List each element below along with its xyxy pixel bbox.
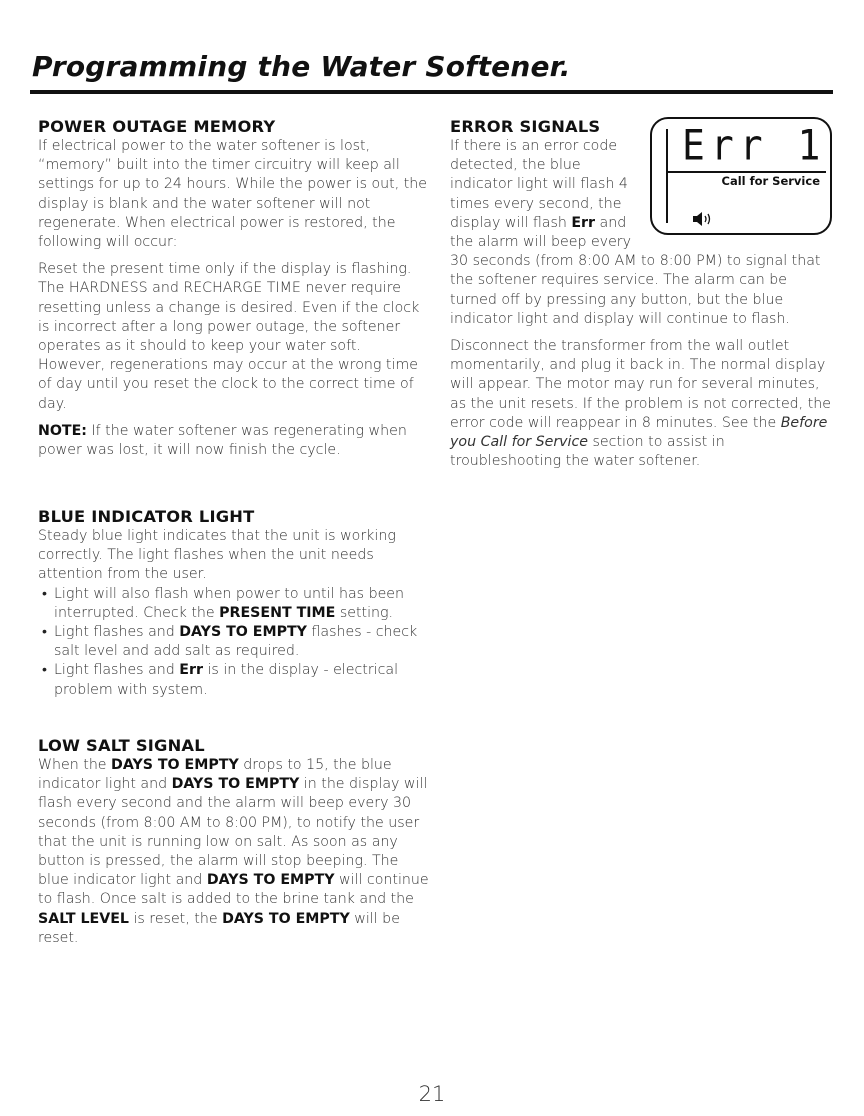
- text-run: will continue to flash. Once salt is added to the brine tank and the: [38, 872, 429, 908]
- list-item-text: flashes - check salt level and add salt as required.: [54, 624, 418, 660]
- left-column: [38, 117, 430, 468]
- list-item-text: Light flashes and: [54, 662, 180, 679]
- error-line: the alarm will beep every: [450, 234, 632, 251]
- list-item-text: Light flashes and: [54, 624, 180, 641]
- call-for-service-label: Call for Service: [721, 174, 820, 188]
- power-outage-heading: POWER OUTAGE MEMORY: [38, 117, 276, 136]
- blue-light-intro: Steady blue light indicates that the unit is working correctly. The light flashes when the unit needs attention from the user.: [38, 528, 396, 583]
- list-item-key: DAYS TO EMPTY: [179, 624, 307, 641]
- power-outage-paragraph-1: If electrical power to the water softener is lost, “memory” built into the timer circuitry will keep all settings for up to 24 hours. While the power is out, the display is blank and the water softener will not regenerate. When electrical power is restored, the following will occur:: [38, 138, 428, 251]
- blue-light-heading: BLUE INDICATOR LIGHT: [38, 507, 255, 526]
- page-number: 21: [418, 1082, 446, 1106]
- blue-light-list: [38, 585, 430, 700]
- text-run: section to assist in troubleshooting the water softener.: [450, 434, 725, 470]
- title-rule: [30, 90, 833, 94]
- text-run: Disconnect the transformer from the wall outlet momentarily, and plug it back in. The normal display will appear. The motor may run for several minutes, as the unit resets. If the problem is not corrected, the error code will reappear in 8 minutes. See the: [450, 338, 831, 431]
- display-separator: [666, 171, 826, 173]
- error-display-illustration: [650, 117, 832, 235]
- list-item: [38, 661, 430, 699]
- display-left-bar: [666, 129, 668, 223]
- list-item: [38, 623, 430, 661]
- note-text: If the water softener was regenerating when power was lost, it will now finish the cycle.: [38, 422, 407, 459]
- low-salt-heading: LOW SALT SIGNAL: [38, 736, 205, 755]
- list-item-text: setting.: [335, 604, 394, 621]
- error-paragraph-2: [450, 337, 835, 471]
- power-outage-note: [38, 422, 430, 460]
- list-item-text: is in the display - electrical problem with system.: [54, 662, 399, 698]
- power-outage-paragraph-2: Reset the present time only if the display is flashing. The HARDNESS and RECHARGE TIME never require resetting unless a change is desired. Even if the clock is incorrect after a long power outage, the softener operates as it should to keep your water soft. However, regenerations may occur at the wrong time of day until you reset the clock to the correct time of day.: [38, 261, 420, 412]
- key-term: SALT LEVEL: [38, 910, 129, 927]
- text-run: and: [595, 214, 627, 231]
- key-term: Err: [571, 214, 596, 231]
- error-signals-heading: ERROR SIGNALS: [450, 117, 601, 136]
- list-item: [38, 585, 430, 623]
- text-run: When the: [38, 757, 112, 773]
- reference-italic: Before you Call for Service: [450, 414, 828, 451]
- error-line: indicator light will flash 4: [450, 176, 628, 193]
- key-term: DAYS TO EMPTY: [222, 910, 350, 927]
- error-line: If there is an error code: [450, 138, 618, 154]
- text-run: display will flash: [450, 214, 572, 231]
- page-title: Programming the Water Softener.: [32, 50, 571, 83]
- note-label: NOTE:: [38, 422, 87, 439]
- list-item-key: Err: [179, 662, 203, 679]
- display-code-text: Err: [682, 120, 769, 170]
- speaker-icon: [692, 211, 714, 230]
- key-term: DAYS TO EMPTY: [206, 872, 335, 889]
- error-paragraph-1-rest: 30 seconds (from 8:00 AM to 8:00 PM) to signal that the softener requires service. The alarm can be turned off by pressing any button, but the blue indicator light and display will continue to flash.: [450, 253, 821, 327]
- low-salt-paragraph: [38, 756, 430, 948]
- text-run: is reset, the: [128, 910, 223, 927]
- key-term: DAYS TO EMPTY: [111, 757, 239, 773]
- display-code: [682, 121, 826, 169]
- error-line: detected, the blue: [450, 157, 581, 174]
- list-item-key: PRESENT TIME: [219, 604, 336, 621]
- low-salt-section: [38, 736, 430, 948]
- display-digit: 1: [797, 120, 827, 170]
- blue-light-section: [38, 507, 430, 700]
- text-run: in the display will flash every second and the alarm will beep every 30 seconds (from 8:00 AM to 8:00 PM), to notify the user that the unit is running low on salt. As soon as any button is pressed, the alarm will stop beeping. The blue indicator light and: [38, 776, 428, 889]
- list-item-text: Light will also flash when power to until has been interrupted. Check the: [54, 585, 405, 621]
- error-line: times every second, the: [450, 195, 622, 212]
- key-term: DAYS TO EMPTY: [171, 776, 300, 793]
- text-run: drops to 15, the blue indicator light and: [38, 757, 392, 793]
- text-run: will be reset.: [38, 910, 400, 946]
